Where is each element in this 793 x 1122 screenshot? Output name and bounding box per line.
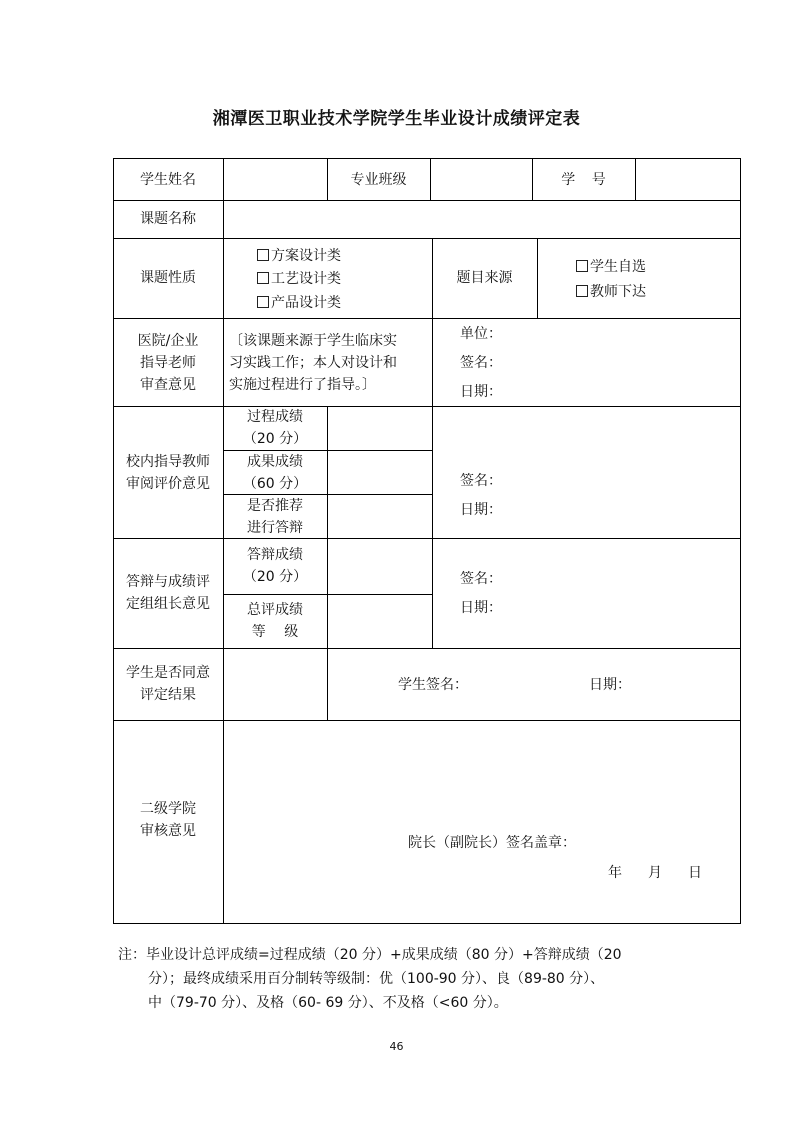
student-agree-label: 学生是否同意 评定结果 [126,665,210,703]
checkbox-icon [576,260,588,272]
defense-committee-label: 答辩与成绩评 定组组长意见 [126,574,210,612]
option-process-design[interactable]: 工艺设计类 [257,268,341,290]
result-score-label: 成果成绩 （60 分） [242,454,308,492]
defense-score-field[interactable] [328,539,431,593]
recommend-defense-label: 是否推荐 进行答辩 [247,498,303,536]
page-title: 湘潭医卫职业技术学院学生毕业设计成绩评定表 [212,109,581,129]
note-line-2: 分）；最终成绩采用百分制转等级制：优（100-90 分）、良（89-80 分）、 [148,971,605,987]
student-sign-label: 学生签名： [398,677,468,693]
hospital-review-label: 医院/企业 指导老师 审查意见 [137,333,199,393]
student-id-label: 学 号 [561,172,606,188]
checkbox-icon [257,272,269,284]
result-score-field[interactable] [328,451,431,493]
topic-name-label: 课题名称 [140,211,196,227]
option-student-choice[interactable]: 学生自选 [576,256,646,278]
student-agree-field[interactable] [224,649,326,719]
committee-date-label: 日期： [460,600,502,616]
hospital-date-label: 日期： [460,384,502,400]
checkbox-icon [257,296,269,308]
page-number: 46 [389,1040,404,1053]
day-label: 日 [688,865,702,881]
internal-date-label: 日期： [460,502,502,518]
final-grade-label: 总评成绩 等 级 [247,602,303,640]
student-name-label: 学生姓名 [140,172,196,188]
hospital-statement: 〔该课题来源于学生临床实 习实践工作；本人对设计和 实施过程进行了指导。〕 [229,333,397,393]
note-line-1: 注：毕业设计总评成绩=过程成绩（20 分）+成果成绩（80 分）+答辩成绩（20 [118,947,622,963]
hospital-sign-label: 签名： [460,355,502,371]
defense-score-label: 答辩成绩 （20 分） [242,547,308,585]
option-scheme-design[interactable]: 方案设计类 [257,245,341,267]
process-score-label: 过程成绩 （20 分） [242,409,308,447]
student-name-field[interactable] [224,159,326,199]
option-teacher-assigned[interactable]: 教师下达 [576,281,646,303]
recommend-defense-field[interactable] [328,495,431,537]
college-review-label: 二级学院 审核意见 [140,801,196,839]
major-class-field[interactable] [431,159,531,199]
month-label: 月 [648,865,662,881]
topic-source-label: 题目来源 [456,270,513,286]
dean-sign-label: 院长（副院长）签名盖章： [408,835,576,851]
student-id-field[interactable] [636,159,739,199]
internal-review-label: 校内指导教师 审阅评价意见 [126,454,210,492]
major-class-label: 专业班级 [350,172,407,188]
student-date-label: 日期： [589,677,631,693]
internal-sign-label: 签名： [460,473,502,489]
hospital-unit-label: 单位： [460,326,502,342]
option-product-design[interactable]: 产品设计类 [257,292,341,314]
checkbox-icon [257,249,269,261]
topic-name-field[interactable] [224,201,739,237]
topic-nature-label: 课题性质 [140,270,196,286]
process-score-field[interactable] [328,407,431,449]
note-line-3: 中（79-70 分）、及格（60- 69 分）、不及格（<60 分）。 [148,995,508,1011]
checkbox-icon [576,285,588,297]
year-label: 年 [608,865,622,881]
final-grade-field[interactable] [328,595,431,647]
committee-sign-label: 签名： [460,571,502,587]
